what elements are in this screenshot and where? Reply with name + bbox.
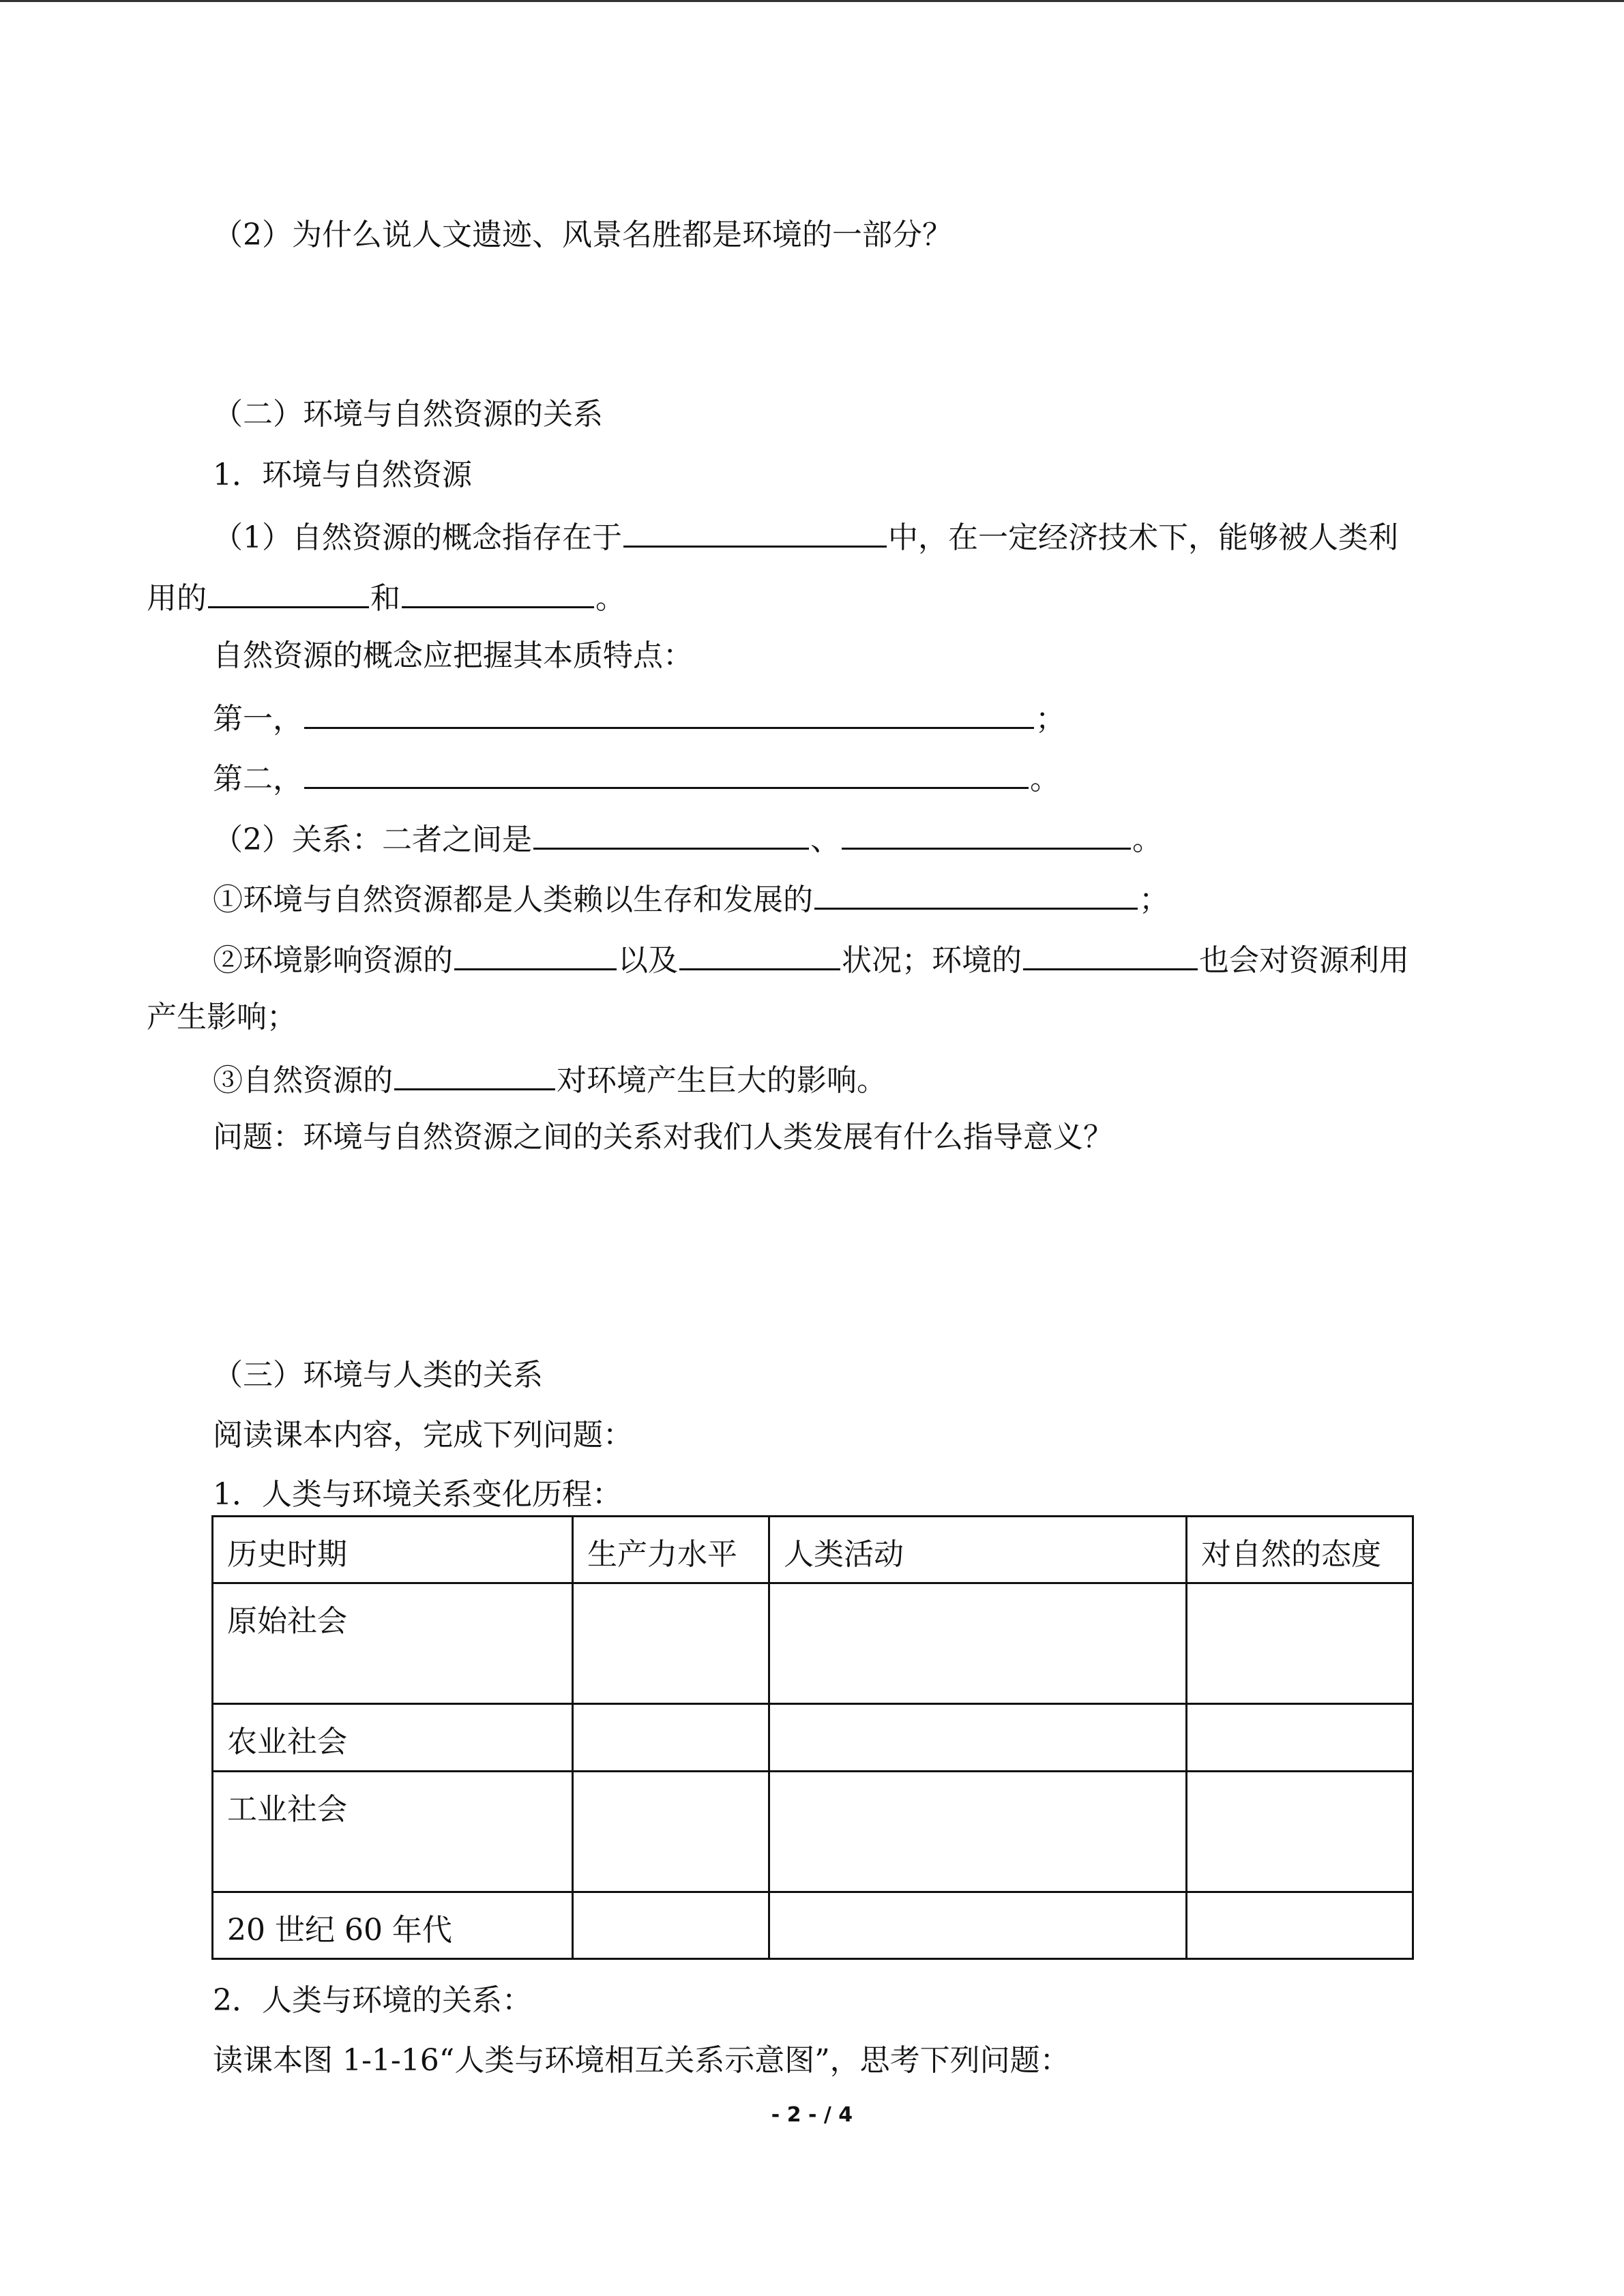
answer-cell[interactable] bbox=[769, 1583, 1187, 1704]
text: 也会对资源利用 bbox=[1199, 943, 1409, 978]
history-table bbox=[211, 1515, 1414, 1960]
header-cell: 对自然的态度 bbox=[1187, 1517, 1413, 1583]
table-header-row bbox=[213, 1517, 1413, 1583]
text: ； bbox=[1139, 882, 1169, 917]
point-2-line bbox=[213, 937, 1409, 978]
header-cell: 生产力水平 bbox=[573, 1517, 769, 1583]
answer-cell[interactable] bbox=[1187, 1892, 1413, 1959]
answer-cell[interactable] bbox=[769, 1892, 1187, 1959]
fill-blank[interactable] bbox=[814, 876, 1138, 910]
fill-blank[interactable] bbox=[394, 1057, 555, 1090]
relationship-line bbox=[213, 816, 1162, 857]
answer-cell[interactable] bbox=[769, 1772, 1187, 1892]
section-3-item-1: 1．人类与环境关系变化历程： bbox=[213, 1477, 622, 1512]
text: 以及 bbox=[618, 943, 678, 978]
text: 用的 bbox=[147, 581, 207, 616]
text: ②环境影响资源的 bbox=[213, 943, 453, 978]
resource-concept-line-2 bbox=[147, 575, 625, 616]
point-1-line bbox=[213, 876, 1169, 917]
section-3-item-2: 2．人类与环境的关系： bbox=[213, 1983, 532, 2018]
text: 对环境产生巨大的影响。 bbox=[557, 1063, 887, 1098]
essence-intro: 自然资源的概念应把握其本质特点： bbox=[213, 638, 693, 673]
text: 。 bbox=[1132, 822, 1162, 857]
fill-blank[interactable] bbox=[679, 937, 840, 970]
answer-cell[interactable] bbox=[573, 1583, 769, 1704]
text: 。 bbox=[1030, 762, 1060, 796]
fill-blank[interactable] bbox=[208, 575, 369, 608]
section-3-intro: 阅读课本内容，完成下列问题： bbox=[213, 1418, 633, 1452]
answer-cell[interactable] bbox=[769, 1704, 1187, 1772]
top-border bbox=[0, 0, 1624, 2]
table-row bbox=[213, 1772, 1413, 1892]
first-point-line bbox=[213, 696, 1065, 736]
text: （1）自然资源的概念指存在于 bbox=[213, 520, 622, 555]
figure-prompt: 读课本图 1-1-16“人类与环境相互关系示意图”，思考下列问题： bbox=[213, 2043, 1070, 2078]
text: 和 bbox=[370, 581, 400, 616]
text: ； bbox=[1035, 702, 1065, 736]
point-2-line-cont: 产生影响； bbox=[147, 1000, 297, 1034]
period-cell: 工业社会 bbox=[213, 1772, 573, 1892]
point-3-line bbox=[213, 1057, 887, 1098]
fill-blank[interactable] bbox=[1023, 937, 1198, 970]
fill-blank[interactable] bbox=[533, 816, 809, 850]
guidance-question: 问题：环境与自然资源之间的关系对我们人类发展有什么指导意义？ bbox=[213, 1120, 1113, 1154]
period-cell: 20 世纪 60 年代 bbox=[213, 1892, 573, 1959]
question-2: （2）为什么说人文遗迹、风景名胜都是环境的一部分？ bbox=[213, 218, 952, 252]
fill-blank[interactable] bbox=[402, 575, 594, 608]
fill-blank[interactable] bbox=[304, 756, 1029, 789]
text: 中，在一定经济技术下，能够被人类利 bbox=[888, 520, 1398, 555]
fill-blank[interactable] bbox=[842, 816, 1131, 850]
answer-cell[interactable] bbox=[573, 1772, 769, 1892]
period-cell: 原始社会 bbox=[213, 1583, 573, 1704]
section-2-item-1: 1．环境与自然资源 bbox=[213, 458, 472, 492]
table-row bbox=[213, 1892, 1413, 1959]
period-cell: 农业社会 bbox=[213, 1704, 573, 1772]
section-2-heading: （二）环境与自然资源的关系 bbox=[213, 397, 603, 432]
table-row bbox=[213, 1704, 1413, 1772]
second-point-line bbox=[213, 756, 1060, 796]
answer-cell[interactable] bbox=[1187, 1583, 1413, 1704]
answer-cell[interactable] bbox=[1187, 1772, 1413, 1892]
text: （2）关系：二者之间是 bbox=[213, 822, 532, 857]
text: 。 bbox=[595, 581, 625, 616]
fill-blank[interactable] bbox=[454, 937, 617, 970]
answer-cell[interactable] bbox=[573, 1704, 769, 1772]
text: ①环境与自然资源都是人类赖以生存和发展的 bbox=[213, 882, 813, 917]
fill-blank[interactable] bbox=[623, 514, 887, 548]
text: 第二， bbox=[213, 762, 303, 796]
text: 、 bbox=[810, 822, 840, 857]
text: ③自然资源的 bbox=[213, 1063, 393, 1098]
section-3-heading: （三）环境与人类的关系 bbox=[213, 1358, 543, 1392]
resource-concept-line-1 bbox=[213, 514, 1398, 555]
answer-cell[interactable] bbox=[1187, 1704, 1413, 1772]
text: 第一， bbox=[213, 702, 303, 736]
header-cell: 历史时期 bbox=[213, 1517, 573, 1583]
header-cell: 人类活动 bbox=[769, 1517, 1187, 1583]
fill-blank[interactable] bbox=[304, 696, 1034, 729]
answer-cell[interactable] bbox=[573, 1892, 769, 1959]
text: 状况；环境的 bbox=[842, 943, 1022, 978]
table-row bbox=[213, 1583, 1413, 1704]
page-number: - 2 - / 4 bbox=[771, 2103, 853, 2127]
